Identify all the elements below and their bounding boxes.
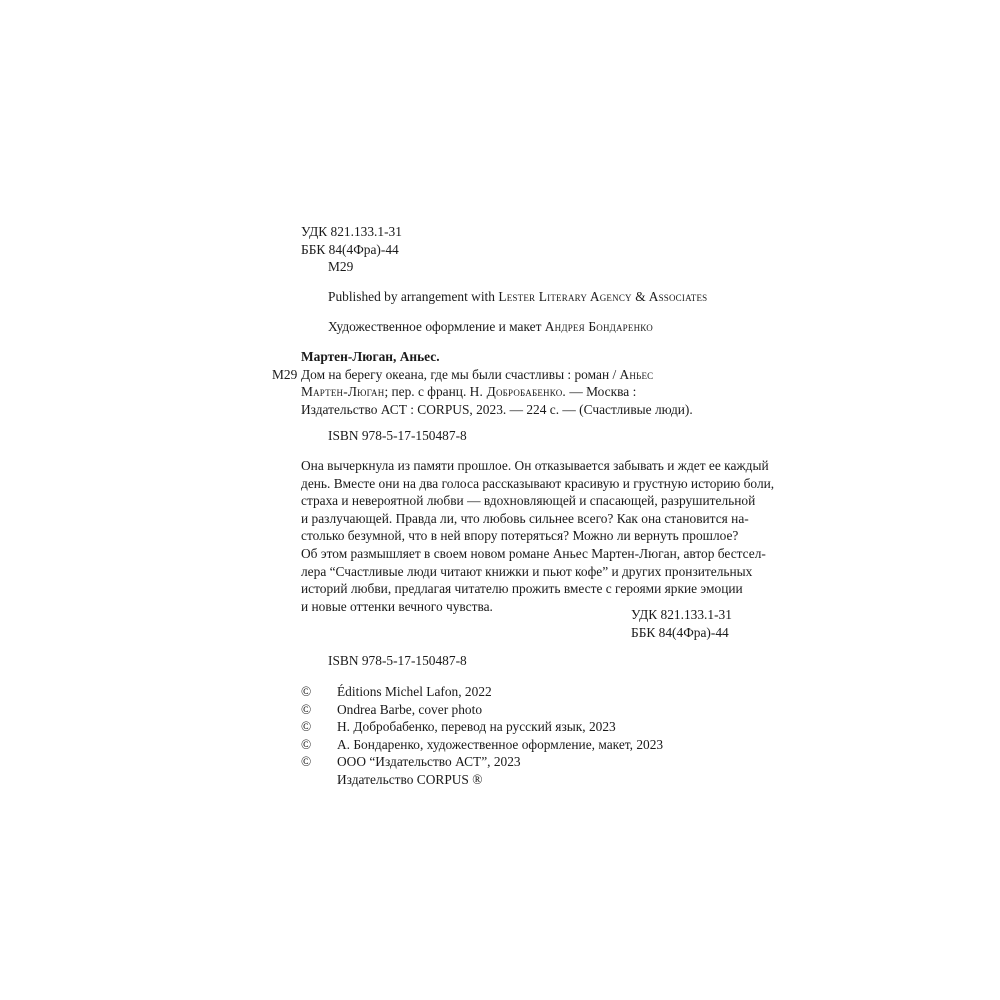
annotation: [301, 457, 775, 615]
copyright-icon: ©: [301, 754, 312, 770]
designer-name: Андрея Бондаренко: [544, 319, 653, 334]
isbn-top: ISBN 978-5-17-150487-8: [328, 428, 467, 443]
catalog-publisher-line: Издательство АСТ : CORPUS, 2023. — 224 с. — (Счастливые люди).: [301, 401, 693, 417]
classification-top: [301, 223, 402, 276]
design-credit-line: [328, 318, 653, 336]
copyright-icon: ©: [301, 701, 312, 717]
classification-bottom: [631, 606, 732, 641]
design-credit-prefix: Художественное оформление и макет: [328, 319, 542, 334]
copyright-item: [301, 753, 721, 771]
copyright-item: [301, 736, 721, 754]
publisher-mark: Издательство CORPUS ®: [337, 771, 483, 787]
catalog-author-mark: М29: [272, 366, 298, 382]
bbk-code: ББК 84(4Фра)-44: [301, 241, 399, 257]
copyright-item: [301, 701, 721, 719]
annotation-line: Она вычеркнула из памяти прошлое. Он отказывается забывать и ждет ее каждый: [301, 458, 769, 473]
catalog-entry: [301, 348, 693, 418]
published-by-line: [328, 288, 707, 306]
copyright-text: А. Бондаренко, художественное оформление, макет, 2023: [337, 736, 664, 752]
bbk-code-bottom: ББК 84(4Фра)-44: [631, 624, 729, 640]
catalog-author-heading: Мартен-Люган, Аньес.: [301, 349, 440, 364]
annotation-line: историй любви, предлагая читателю прожить вместе с героями яркие эмоции: [301, 581, 743, 597]
udk-code-bottom: УДК 821.133.1-31: [631, 607, 732, 622]
catalog-translator-line: Мартен-Люган; пер. с франц. Н. Добробабенко. — Москва :: [301, 384, 637, 400]
annotation-line: и разлучающей. Правда ли, что любовь сильнее всего? Как она становится на-: [301, 510, 749, 526]
copyright-text: Н. Добробабенко, перевод на русский язык, 2023: [337, 719, 616, 735]
annotation-line: и новые оттенки вечного чувства.: [301, 598, 493, 614]
copyright-text: Ondrea Barbe, cover photo: [337, 701, 483, 717]
isbn-bottom: ISBN 978-5-17-150487-8: [328, 653, 467, 668]
agency-name: Lester Literary Agency & Associates: [498, 289, 708, 304]
annotation-line: страха и невероятной любви — вдохновляющей и спасающей, разрушительной: [301, 493, 756, 509]
annotation-line: лера “Счастливые люди читают книжки и пьют кофе” и других пронзительных: [301, 563, 753, 579]
copyright-text: ООО “Издательство АСТ”, 2023: [337, 754, 521, 770]
copyright-icon: ©: [301, 684, 312, 699]
catalog-title-line: Дом на берегу океана, где мы были счастливы : роман / Аньес: [301, 366, 654, 382]
copyright-item: [301, 683, 721, 701]
annotation-line: столько безумной, что в ней впору потеряться? Можно ли вернуть прошлое?: [301, 528, 739, 544]
copyright-icon: ©: [301, 736, 312, 752]
copyright-item: [301, 718, 721, 736]
annotation-line: Об этом размышляет в своем новом романе Аньес Мартен-Люган, автор бестсел-: [301, 545, 766, 561]
annotation-line: день. Вместе они на два голоса рассказывают красивую и грустную историю боли,: [301, 475, 775, 491]
copyright-list: [301, 683, 721, 789]
publisher-mark-row: [301, 771, 721, 789]
copyright-icon: ©: [301, 719, 312, 735]
published-by-prefix: Published by arrangement with: [328, 289, 495, 304]
udk-code: УДК 821.133.1-31: [301, 224, 402, 239]
copyright-text: Éditions Michel Lafon, 2022: [337, 684, 492, 699]
author-mark: М29: [328, 259, 354, 275]
